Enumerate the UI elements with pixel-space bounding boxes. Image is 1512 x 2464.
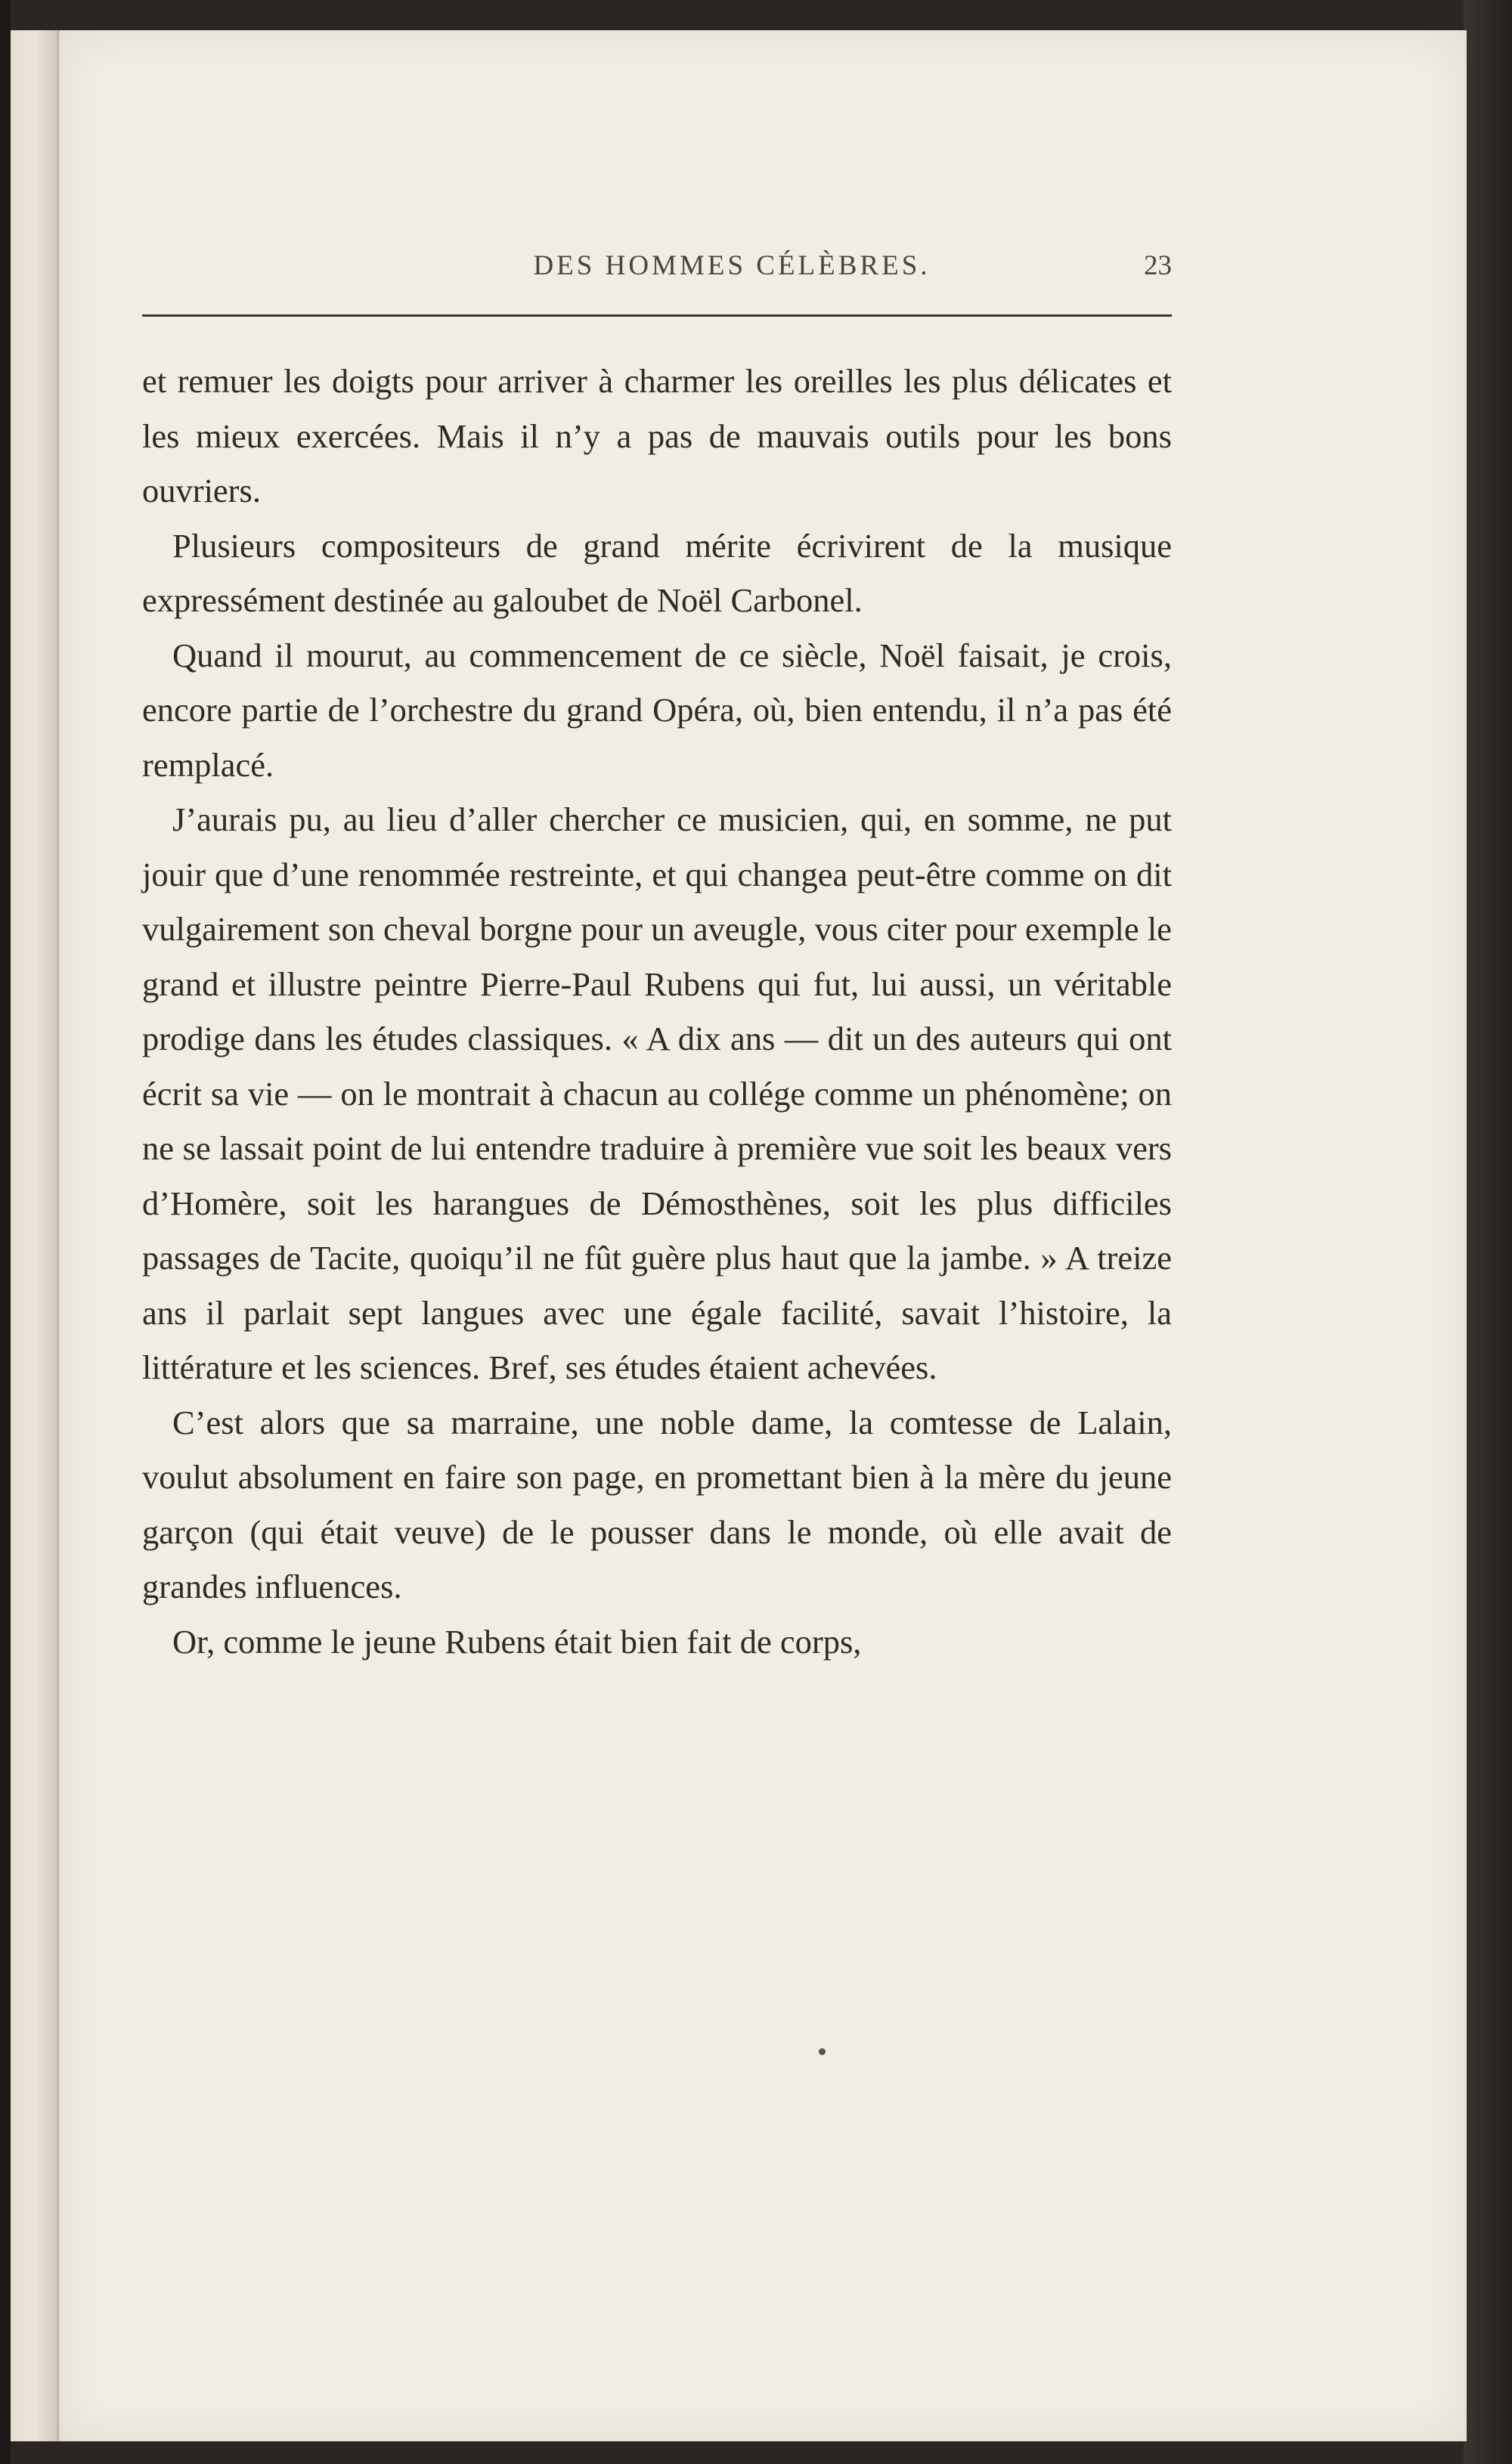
paragraph: Or, comme le jeune Rubens était bien fait de corps, xyxy=(172,1622,862,1661)
paragraph: Quand il mourut, au commencement de ce siècle, Noël faisait, je crois, encore partie de l’orchestre du grand Opéra, où, bien entendu, il n’a pas été remplacé. xyxy=(142,636,1172,784)
page-edge xyxy=(11,30,59,2441)
ink-speck xyxy=(819,2048,826,2055)
paragraph: Plusieurs compositeurs de grand mérite écrivirent de la musique expressément destinée au galoubet de Noël Carbonel. xyxy=(142,526,1172,619)
book-page xyxy=(59,30,1467,2441)
paragraph: J’aurais pu, au lieu d’aller chercher ce musicien, qui, en somme, ne put jouir que d’une renommée restreinte, et qui changea peut-être comme on dit vulgairement son cheval borgne pour un aveugle, vous citer pour exemple le grand et illustre peintre Pierre-Paul Rubens qui fut, lui aussi, un véritable prodige dans les études classiques. « A dix ans — dit un des auteurs qui ont écrit sa vie — on le montrait à chacun au collége comme un phénomène; on ne se lassait point de lui entendre traduire à première vue soit les beaux vers d’Homère, soit les harangues de Démosthènes, soit les plus difficiles passages de Tacite, quoiqu’il ne fût guère plus haut que la jambe. » A treize ans il parlait sept langues avec une égale facilité, savait l’histoire, la littérature et les sciences. Bref, ses études étaient achevées. xyxy=(142,800,1172,1386)
body-text xyxy=(142,354,1172,1669)
book-cover-edge xyxy=(1464,0,1512,2464)
book-binding-strip xyxy=(0,0,11,2464)
page-number: 23 xyxy=(1144,250,1172,281)
page-header xyxy=(414,249,1172,302)
header-rule xyxy=(142,314,1172,317)
running-title: DES HOMMES CÉLÈBRES. xyxy=(533,250,931,281)
paragraph-continued: et remuer les doigts pour arriver à charmer les oreilles les plus délicates et les mieux exercées. Mais il n’y a pas de mauvais outils pour les bons ouvriers. xyxy=(142,362,1172,509)
paragraph: C’est alors que sa marraine, une noble dame, la comtesse de Lalain, voulut absolument en faire son page, en promettant bien à la mère du jeune garçon (qui était veuve) de le pousser dans le monde, où elle avait de grandes influences. xyxy=(142,1403,1172,1605)
